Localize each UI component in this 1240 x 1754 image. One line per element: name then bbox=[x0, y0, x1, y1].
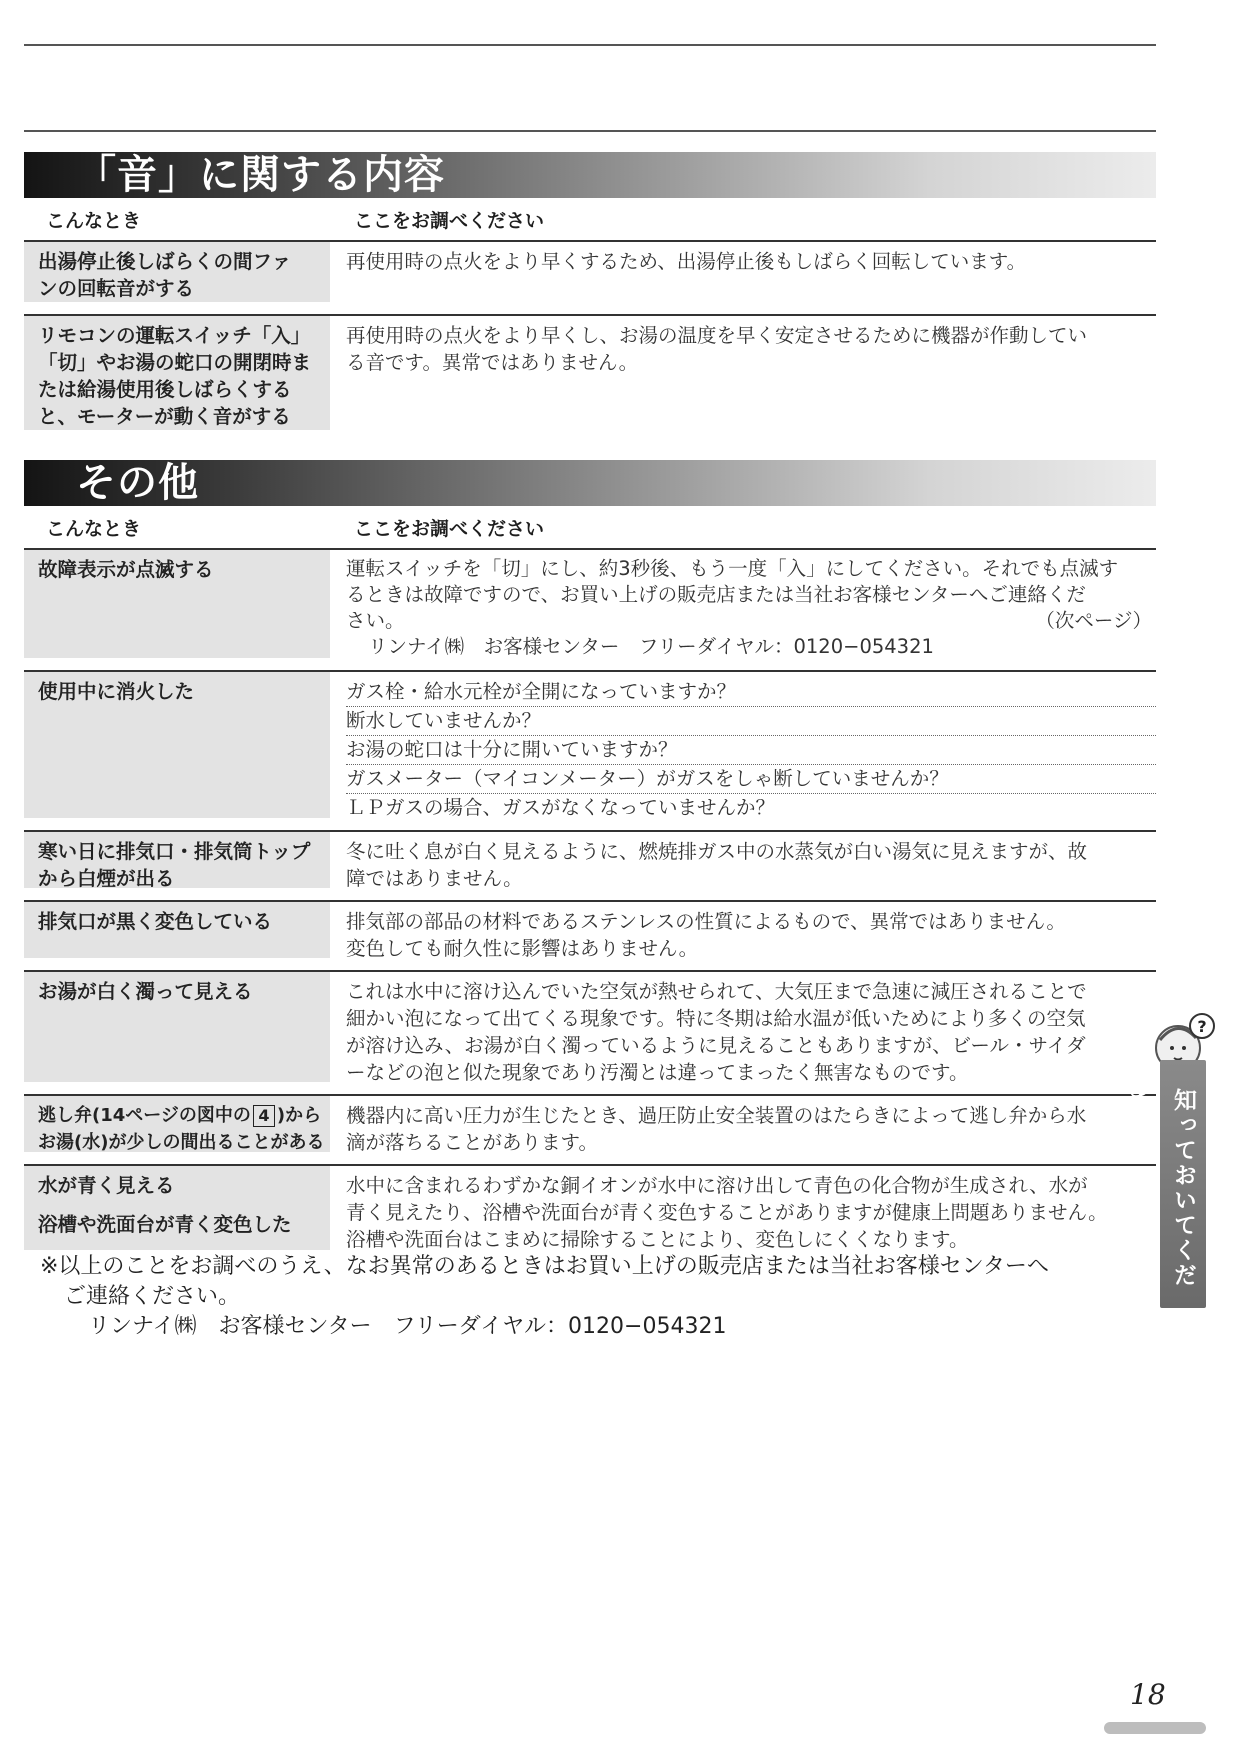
checklist-item: 断水していませんか？ bbox=[346, 707, 1156, 736]
description-cell bbox=[330, 316, 1156, 430]
condition-text: 「切」やお湯の蛇口の開閉時ま bbox=[38, 351, 312, 374]
checklist-item: ガス栓・給水元栓が全開になっていますか？ bbox=[346, 678, 1156, 707]
column-when: こんなとき bbox=[46, 210, 142, 232]
page-number: 18 bbox=[1130, 1678, 1166, 1711]
condition-text: お湯が白く濁って見える bbox=[38, 980, 253, 1003]
description-text: さい。 bbox=[346, 609, 405, 632]
condition-text: 浴槽や洗面台が青く変色した bbox=[38, 1213, 292, 1236]
column-check: ここをお調べください bbox=[354, 518, 545, 540]
table-row bbox=[24, 1164, 1156, 1250]
section-banner bbox=[24, 152, 1156, 198]
footer-note bbox=[40, 1252, 1140, 1342]
condition-text: 寒い日に排気口・排気筒トップ bbox=[38, 840, 311, 863]
description-text: 変色しても耐久性に影響はありません。 bbox=[346, 937, 699, 960]
table-row bbox=[24, 670, 1156, 818]
condition-text: 水が青く見える bbox=[38, 1174, 175, 1197]
top-rule bbox=[24, 44, 1156, 46]
table-row bbox=[24, 242, 1156, 302]
description-text: 浴槽や洗面台はこまめに掃除することにより、変色しにくくなります。 bbox=[346, 1228, 969, 1251]
condition-text: お湯(水)が少しの間出ることがある bbox=[38, 1132, 325, 1153]
condition-text: 排気口が黒く変色している bbox=[38, 910, 273, 933]
description-text: るときは故障ですので、お買い上げの販売店または当社お客様センターへご連絡くだ bbox=[346, 583, 1086, 606]
table-row bbox=[24, 970, 1156, 1082]
description-text: 冬に吐く息が白く見えるように、燃焼排ガス中の水蒸気が白い湯気に見えますが、故 bbox=[346, 840, 1088, 863]
description-text: が溶け込み、お湯が白く濁っているように見えることもありますが、ビール・サイダ bbox=[346, 1034, 1086, 1057]
description-cell bbox=[330, 1096, 1156, 1152]
table-row bbox=[24, 1094, 1156, 1152]
section-sound bbox=[24, 152, 1156, 430]
checklist-item: ガスメーター（マイコンメーター）がガスをしゃ断していませんか？ bbox=[346, 765, 1156, 794]
condition-cell bbox=[24, 832, 330, 888]
condition-text: 故障表示が点滅する bbox=[38, 558, 214, 581]
description-text: 排気部の部品の材料であるステンレスの性質によるもので、異常ではありません。 bbox=[346, 910, 1066, 933]
description-text: 水中に含まれるわずかな銅イオンが水中に溶け出して青色の化合物が生成され、水が bbox=[346, 1174, 1088, 1197]
condition-text: たは給湯使用後しばらくする bbox=[38, 378, 292, 401]
table-row bbox=[24, 550, 1156, 658]
section-banner bbox=[24, 460, 1156, 506]
checklist-cell bbox=[330, 672, 1156, 818]
description-text: 機器内に高い圧力が生じたとき、過圧防止安全装置のはたらきによって逃し弁から水 bbox=[346, 1104, 1087, 1127]
table-row bbox=[24, 314, 1156, 430]
note-text: ご連絡ください。 bbox=[64, 1284, 241, 1309]
table-row bbox=[24, 830, 1156, 888]
description-text: 滴が落ちることがあります。 bbox=[346, 1131, 598, 1154]
condition-cell bbox=[24, 972, 330, 1082]
description-cell bbox=[330, 902, 1156, 958]
description-cell bbox=[330, 242, 1156, 302]
condition-cell bbox=[24, 902, 330, 958]
section-title: 「音」に関する内容 bbox=[76, 152, 445, 198]
side-index-tab[interactable] bbox=[1124, 1060, 1206, 1308]
description-cell bbox=[330, 1166, 1156, 1250]
condition-text: ンの回転音がする bbox=[38, 277, 195, 300]
description-text: 障ではありません。 bbox=[346, 867, 523, 890]
page-number-bar bbox=[1104, 1722, 1206, 1734]
side-tab-label: 知っておいてください bbox=[1124, 1088, 1196, 1288]
description-text: 青く見えたり、浴槽や洗面台が青く変色することがありますが健康上問題ありません。 bbox=[346, 1201, 1108, 1224]
column-check: ここをお調べください bbox=[354, 210, 545, 232]
description-text: 細かい泡になって出てくる現象です。特に冬期は給水温が低いためにより多くの空気 bbox=[346, 1007, 1086, 1030]
contact-info: リンナイ㈱ お客様センター フリーダイヤル：0120−054321 bbox=[88, 1314, 727, 1339]
description-cell bbox=[330, 832, 1156, 888]
condition-cell bbox=[24, 672, 330, 818]
description-text: 再使用時の点火をより早くし、お湯の温度を早く安定させるために機器が作動してい bbox=[346, 324, 1088, 347]
column-when: こんなとき bbox=[46, 518, 142, 540]
condition-cell bbox=[24, 242, 330, 302]
next-page-note: （次ページ） bbox=[1035, 609, 1152, 632]
condition-cell bbox=[24, 1096, 330, 1152]
description-text: これは水中に溶け込んでいた空気が熱せられて、大気圧まで急速に減圧されることで bbox=[346, 980, 1087, 1003]
section-other bbox=[24, 460, 1156, 1250]
condition-cell bbox=[24, 316, 330, 430]
condition-text: リモコンの運転スイッチ「入」 bbox=[38, 324, 311, 347]
condition-text: 出湯停止後しばらくの間ファ bbox=[38, 250, 292, 273]
condition-cell bbox=[24, 550, 330, 658]
checklist-item: お湯の蛇口は十分に開いていますか？ bbox=[346, 736, 1156, 765]
header-rule bbox=[24, 130, 1156, 132]
description-text: ーなどの泡と似た現象であり汚濁とは違ってまったく無害なものです。 bbox=[346, 1061, 969, 1084]
note-text: ※以上のことをお調べのうえ、なお異常のあるときはお買い上げの販売店または当社お客様センターへ bbox=[40, 1254, 1049, 1279]
condition-text: と、モーターが動く音がする bbox=[38, 405, 291, 428]
checklist-item: ＬＰガスの場合、ガスがなくなっていませんか？ bbox=[346, 796, 776, 819]
column-header bbox=[24, 198, 1156, 242]
description-cell bbox=[330, 972, 1156, 1082]
condition-text: から白煙が出る bbox=[38, 867, 175, 890]
section-title: その他 bbox=[76, 460, 199, 506]
condition-text: 逃し弁(14ページの図中の 4 )から bbox=[38, 1105, 322, 1126]
condition-cell bbox=[24, 1166, 330, 1250]
column-header bbox=[24, 506, 1156, 550]
description-cell bbox=[330, 550, 1156, 658]
question-mark: ? bbox=[1197, 1017, 1207, 1036]
contact-info: リンナイ㈱ お客様センター フリーダイヤル：0120−054321 bbox=[368, 635, 934, 658]
description-text: 再使用時の点火をより早くするため、出湯停止後もしばらく回転しています。 bbox=[346, 250, 1027, 273]
condition-text: 使用中に消火した bbox=[38, 680, 195, 703]
figure-number-box: 4 bbox=[253, 1105, 275, 1127]
description-text: 運転スイッチを「切」にし、約3秒後、もう一度「入」にしてください。それでも点滅す bbox=[346, 557, 1119, 580]
description-text: る音です。異常ではありません。 bbox=[346, 351, 639, 374]
table-row bbox=[24, 900, 1156, 958]
